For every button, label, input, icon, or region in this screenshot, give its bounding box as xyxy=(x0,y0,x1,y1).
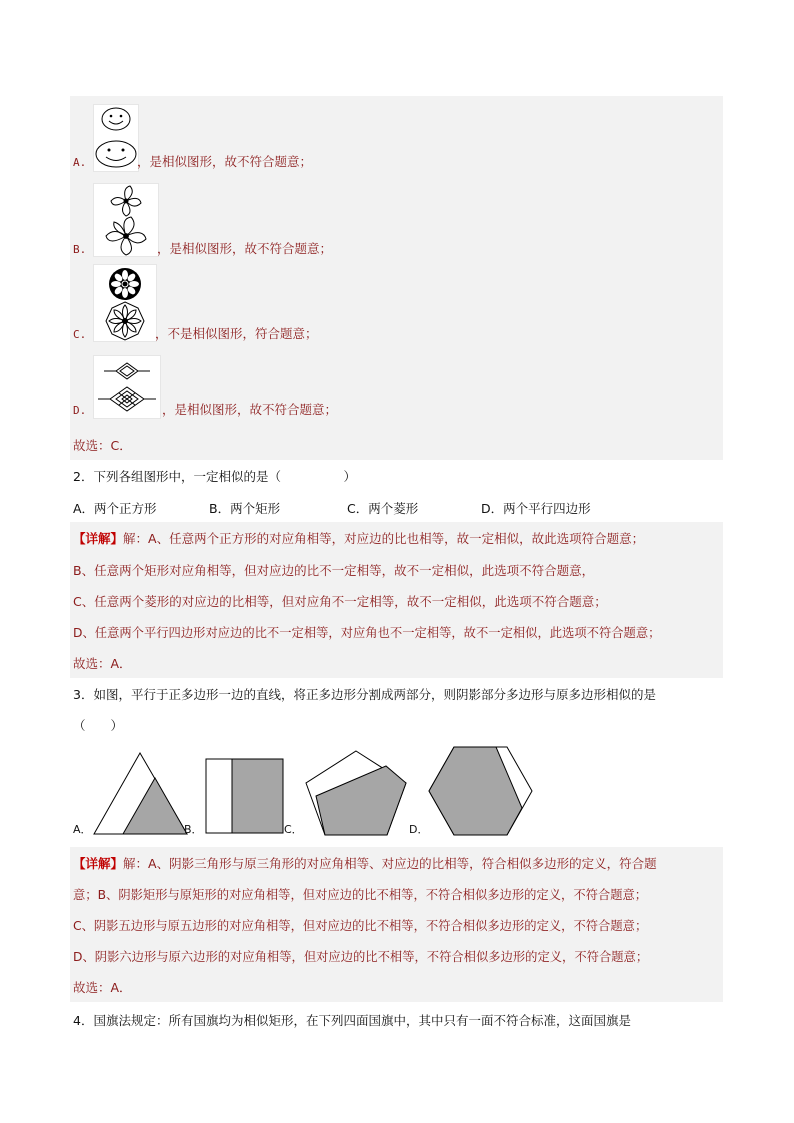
q2-detail-line-2: B、任意两个矩形对应角相等，但对应边的比不一定相等，故不一定相似，此选项不符合题意， xyxy=(73,563,595,578)
q1-conclusion: 故选：C． xyxy=(73,438,132,453)
q2-stem: 2．下列各组图形中，一定相似的是（ ） xyxy=(73,469,356,484)
q3-label-d: D． xyxy=(409,823,429,836)
option-a-letter: A. xyxy=(73,156,87,169)
q2-choice-a: A．两个正方形 xyxy=(73,501,157,516)
q2-choice-c: C．两个菱形 xyxy=(347,501,419,516)
smiley-figure xyxy=(93,104,139,172)
q2-detail-line-1 xyxy=(73,530,644,548)
q2-detail-line-3: C、任意两个菱形的对应边的比相等，但对应角不一定相等，故不一定相似，此选项不符合题意； xyxy=(73,594,607,609)
q3-stem-line-2: （ ） xyxy=(73,718,124,733)
q3-label-b: B． xyxy=(184,823,203,836)
q2-choice-d: D．两个平行四边形 xyxy=(481,501,591,516)
q3-label-a: A． xyxy=(73,823,92,836)
q3-detail-line-3: C、阴影五边形与原五边形的对应角相等，但对应边的比不相等，不符合相似多边形的定义，不符合题意； xyxy=(73,919,648,933)
option-a-text: ，是相似图形，故不符合题意； xyxy=(137,154,313,169)
option-c-letter: C. xyxy=(73,328,87,341)
q2-conclusion: 故选：A． xyxy=(73,656,132,671)
q3-figure-triangle xyxy=(93,752,188,835)
rosette-figure xyxy=(93,264,157,342)
q3-figure-pentagon xyxy=(304,750,408,836)
q3-detail-line-4: D、阴影六边形与原六边形的对应角相等，但对应边的比不相等，不符合相似多边形的定义，不符合题意； xyxy=(73,950,649,964)
q3-label-c: C． xyxy=(284,823,303,836)
flower-figure xyxy=(93,183,159,257)
option-d-text: ，是相似图形，故不符合题意； xyxy=(162,402,338,417)
q3-conclusion: 故选：A． xyxy=(73,980,132,995)
option-c-text: ，不是相似图形，符合题意； xyxy=(155,326,318,341)
option-d-letter: D. xyxy=(73,404,87,417)
q3-stem-line-1: 3．如图，平行于正多边形一边的直线，将正多边形分割成两部分，则阴影部分多边形与原多边形相似的是 xyxy=(73,687,656,702)
q3-detail-tag: 【详解】 xyxy=(73,856,124,871)
q3-detail-line-2: 意；B、阴影矩形与原矩形的对应角相等，但对应边的比不相等，不符合相似多边形的定义，不符合题意； xyxy=(73,888,648,902)
option-b-text: ，是相似图形，故不符合题意； xyxy=(157,241,333,256)
q3-figure-hexagon xyxy=(428,746,533,836)
option-b-letter: B. xyxy=(73,243,87,256)
knot-figure xyxy=(93,355,161,419)
q2-detail-tag: 【详解】 xyxy=(73,531,124,546)
q3-detail-text-1: 解：A、阴影三角形与原三角形的对应角相等、对应边的比相等，符合相似多边形的定义，符合题 xyxy=(123,856,657,871)
q2-choice-b: B．两个矩形 xyxy=(209,501,281,516)
q2-detail-text-1: 解：A、任意两个正方形的对应角相等，对应边的比也相等，故一定相似，故此选项符合题意； xyxy=(123,531,645,546)
q3-figure-square xyxy=(205,758,284,834)
q3-detail-line-1 xyxy=(73,855,657,873)
q4-stem: 4．国旗法规定：所有国旗均为相似矩形，在下列四面国旗中，其中只有一面不符合标准，这面国旗是 xyxy=(73,1013,631,1028)
q2-detail-line-4: D、任意两个平行四边形对应边的比不一定相等，对应角也不一定相等，故不一定相似，此选项不符合题意； xyxy=(73,626,661,640)
